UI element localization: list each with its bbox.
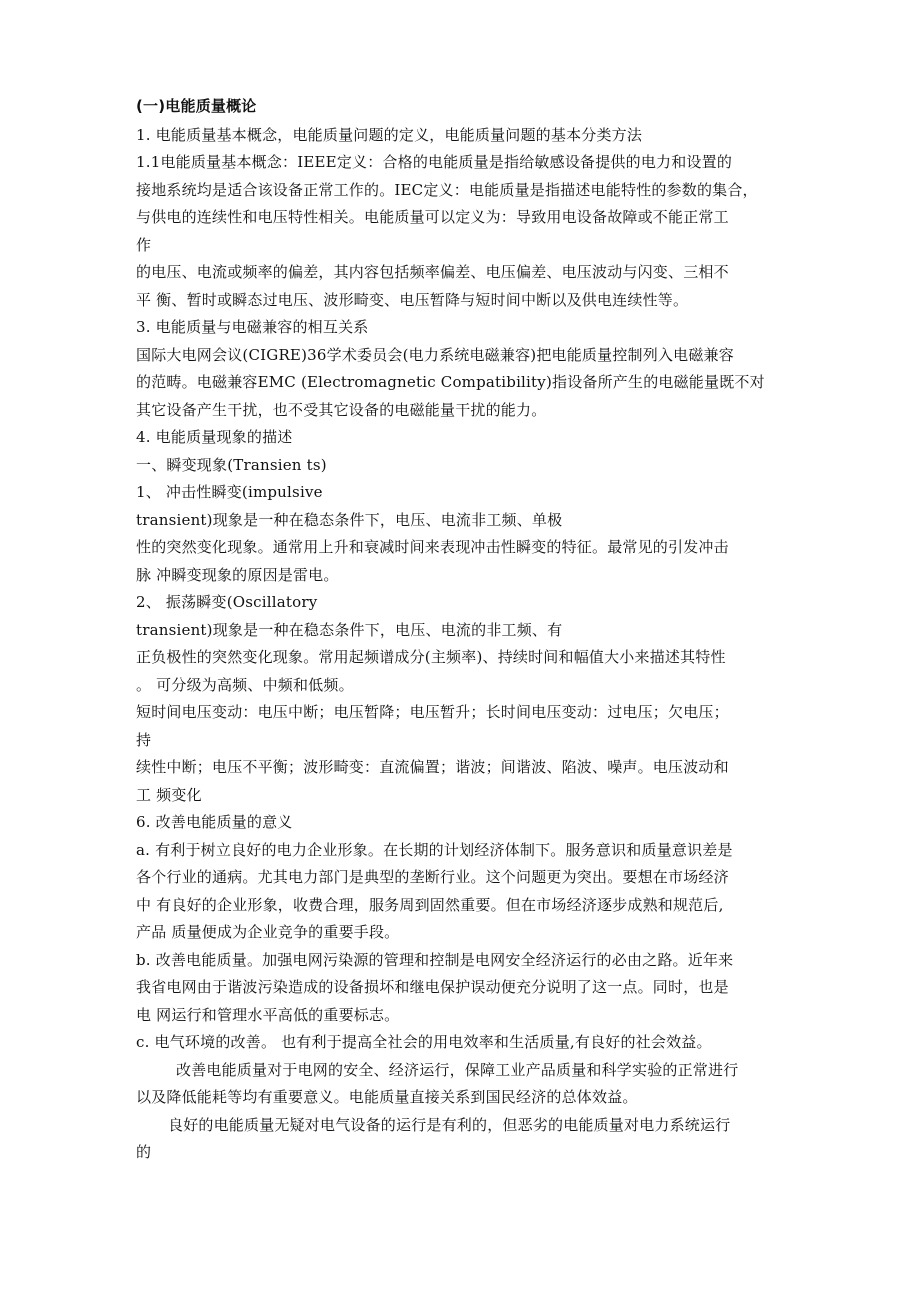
paragraph-line: 我省电网由于谐波污染造成的设备损坏和继电保护误动便充分说明了这一点。同时，也是 <box>136 978 729 996</box>
paragraph-line: 的范畴。电磁兼容EMC (Electromagnetic Compatibility)指设备所产生的电磁能量既不对 <box>136 373 765 391</box>
paragraph-line: 持 <box>136 731 152 749</box>
paragraph-line: 工 频变化 <box>136 786 202 804</box>
paragraph-line: 1.1电能质量基本概念：IEEE定义：合格的电能质量是指给敏感设备提供的电力和设置的 <box>136 153 733 171</box>
paragraph-line: 与供电的连续性和电压特性相关。电能质量可以定义为：导致用电设备故障或不能正常工 <box>136 208 729 226</box>
paragraph-line: transient)现象是一种在稳态条件下，电压、电流非工频、单极 <box>136 511 563 529</box>
paragraph-line: 其它设备产生干扰，也不受其它设备的电磁能量干扰的能力。 <box>136 401 547 419</box>
paragraph-line: 作 <box>136 236 152 254</box>
paragraph-line: 中 有良好的企业形象，收费合理，服务周到固然重要。但在市场经济逐步成熟和规范后, <box>136 896 724 914</box>
paragraph-line: 脉 冲瞬变现象的原因是雷电。 <box>136 566 339 584</box>
paragraph-line: 一、瞬变现象(Transien ts) <box>136 456 327 474</box>
paragraph-line: 国际大电网会议(CIGRE)36学术委员会(电力系统电磁兼容)把电能质量控制列入电磁兼容 <box>136 346 734 364</box>
paragraph-line: b. 改善电能质量。加强电网污染源的管理和控制是电网安全经济运行的必由之路。近年来 <box>136 951 734 969</box>
paragraph-line: transient)现象是一种在稳态条件下，电压、电流的非工频、有 <box>136 621 563 639</box>
paragraph-line: 改善电能质量对于电网的安全、经济运行，保障工业产品质量和科学实验的正常进行 <box>176 1061 739 1079</box>
paragraph-line: 续性中断；电压不平衡；波形畸变：直流偏置；谐波；间谐波、陷波、噪声。电压波动和 <box>136 758 729 776</box>
paragraph-line: 良好的电能质量无疑对电气设备的运行是有利的，但恶劣的电能质量对电力系统运行 <box>168 1116 731 1134</box>
paragraph-line: 以及降低能耗等均有重要意义。电能质量直接关系到国民经济的总体效益。 <box>136 1088 638 1106</box>
paragraph-line: 1. 电能质量基本概念，电能质量问题的定义，电能质量问题的基本分类方法 <box>136 126 643 144</box>
paragraph-line: 4. 电能质量现象的描述 <box>136 428 293 446</box>
paragraph-line: a. 有利于树立良好的电力企业形象。在长期的计划经济体制下。服务意识和质量意识差是 <box>136 841 733 859</box>
paragraph-line: 3. 电能质量与电磁兼容的相互关系 <box>136 318 369 336</box>
paragraph-line: 6. 改善电能质量的意义 <box>136 813 293 831</box>
paragraph-line: 正负极性的突然变化现象。常用起频谱成分(主频率)、持续时间和幅值大小来描述其特性 <box>136 648 726 666</box>
paragraph-line: 。 可分级为高频、中频和低频。 <box>136 676 354 694</box>
paragraph-line: 性的突然变化现象。通常用上升和衰减时间来表现冲击性瞬变的特征。最常见的引发冲击 <box>136 538 729 556</box>
paragraph-line: 电 网运行和管理水平高低的重要标志。 <box>136 1006 400 1024</box>
paragraph-line: 平 衡、暂时或瞬态过电压、波形畸变、电压暂降与短时间中断以及供电连续性等。 <box>136 291 689 309</box>
paragraph-line: 产品 质量便成为企业竞争的重要手段。 <box>136 923 400 941</box>
paragraph-line: 的 <box>136 1143 152 1161</box>
paragraph-line: 短时间电压变动：电压中断；电压暂降；电压暂升；长时间电压变动：过电压；欠电压； <box>136 703 729 721</box>
paragraph-line: 各个行业的通病。尤其电力部门是典型的垄断行业。这个问题更为突出。要想在市场经济 <box>136 868 729 886</box>
paragraph-line: 1、 冲击性瞬变(impulsive <box>136 483 323 501</box>
paragraph-line: 接地系统均是适合该设备正常工作的。IEC定义：电能质量是指描述电能特性的参数的集合， <box>136 181 758 199</box>
paragraph-line: c. 电气环境的改善。 也有利于提高全社会的用电效率和生活质量,有良好的社会效益。 <box>136 1033 712 1051</box>
section-heading: (一)电能质量概论 <box>136 97 257 115</box>
paragraph-line: 的电压、电流或频率的偏差，其内容包括频率偏差、电压偏差、电压波动与闪变、三相不 <box>136 263 729 281</box>
paragraph-line: 2、 振荡瞬变(Oscillatory <box>136 593 318 611</box>
